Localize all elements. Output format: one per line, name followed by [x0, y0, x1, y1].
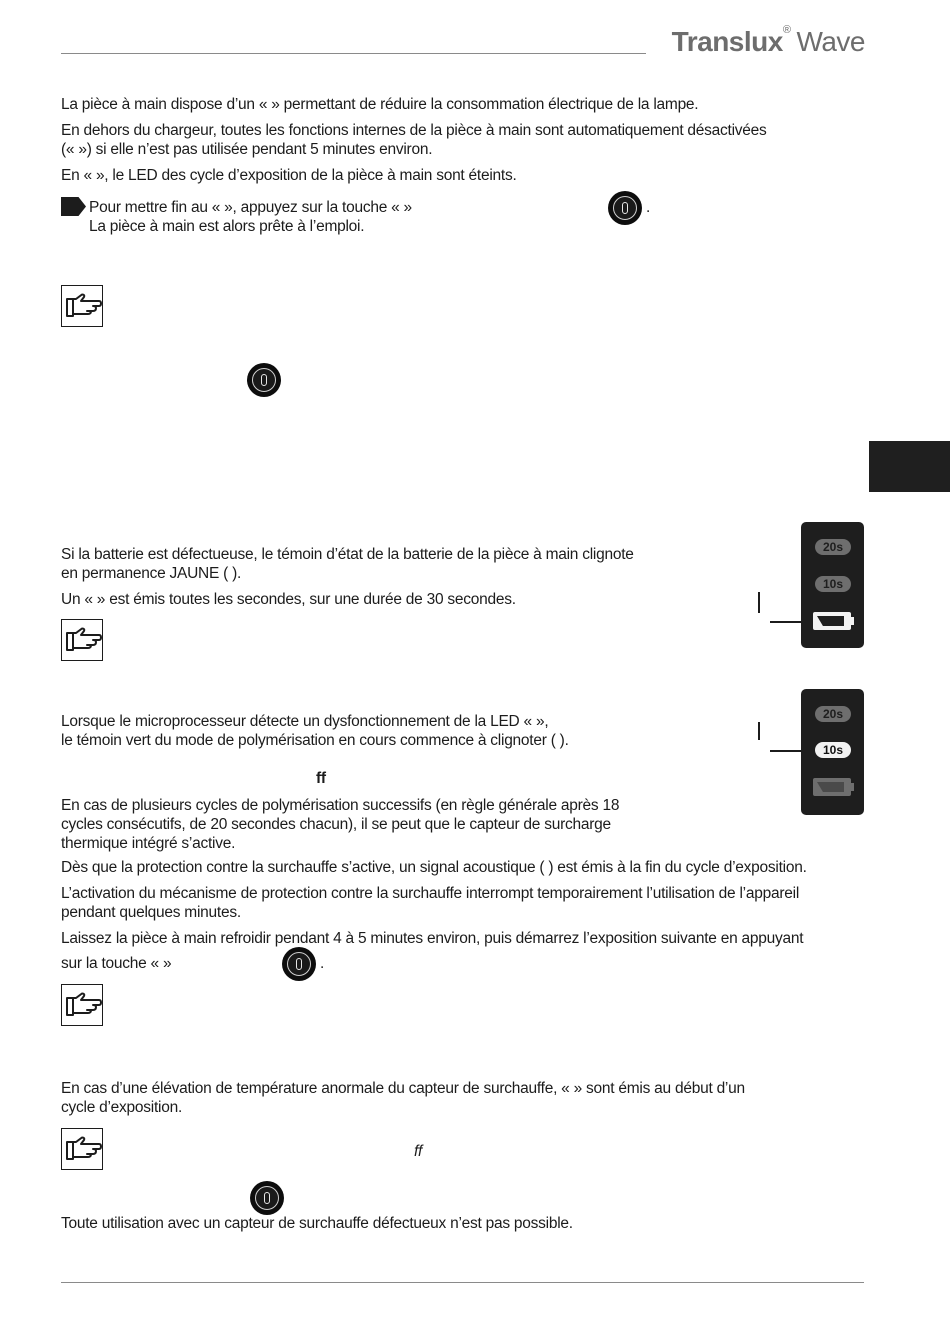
battery-icon [813, 612, 851, 630]
micro-1: Lorsque le microprocesseur détecte un dysfonctionnement de la LED « », [61, 713, 549, 730]
power-button-icon [250, 1181, 284, 1215]
step-ready: La pièce à main est alors prête à l’emploi. [89, 218, 365, 235]
micro-2: le témoin vert du mode de polymérisation en cours commence à clignoter ( ). [61, 732, 569, 749]
header-rule [61, 53, 646, 54]
ligature-ff: ff [414, 1143, 423, 1160]
temp-sensor-1: En cas d’une élévation de température anormale du capteur de surchauffe, « » sont émis au début d’un [61, 1080, 745, 1097]
overheat-signal: Dès que la protection contre la surchauffe s’active, un signal acoustique ( ) est émis à la fin du cycle d’exposition. [61, 859, 807, 876]
overheat-3: thermique intégré s’active. [61, 835, 236, 852]
battery-defect-2: en permanence JAUNE ( ). [61, 565, 242, 582]
temp-sensor-2: cycle d’exposition. [61, 1099, 183, 1116]
last-sentence: Toute utilisation avec un capteur de surchauffe défectueux n’est pas possible. [61, 1215, 573, 1232]
battery-beep: Un « » est émis toutes les secondes, sur une durée de 30 secondes. [61, 591, 516, 608]
brand-logo: Translux® Wave [671, 24, 865, 57]
step-end-standby: Pour mettre fin au « », appuyez sur la touche « » [89, 199, 412, 216]
overheat-interrupt-2: pendant quelques minutes. [61, 904, 241, 921]
led-panel-battery [801, 522, 864, 648]
leader-mark [758, 722, 760, 740]
hand-note-icon [61, 1128, 103, 1170]
hand-note-icon [61, 984, 103, 1026]
chip-10s: 10s [815, 576, 851, 592]
battery-icon [813, 778, 851, 796]
ligature-ff: ff [316, 770, 326, 787]
leader-mark [758, 592, 760, 613]
chip-10s: 10s [815, 742, 851, 758]
power-button-icon [608, 191, 642, 225]
footer-rule [61, 1282, 864, 1283]
overheat-interrupt-1: L’activation du mécanisme de protection contre la surchauffe interrompt temporairement l’utilisation de l’appareil [61, 885, 800, 902]
hand-note-icon [61, 619, 103, 661]
paragraph-auto-off-1: En dehors du chargeur, toutes les fonctions internes de la pièce à main sont automatiquement désactivées [61, 122, 767, 139]
overheat-cool-2: sur la touche « » [61, 955, 172, 972]
arrow-step-icon [61, 197, 86, 216]
paragraph-auto-off-2: (« ») si elle n’est pas utilisée pendant 5 minutes environ. [61, 141, 433, 158]
power-button-icon [247, 363, 281, 397]
paragraph-led-off: En « », le LED des cycle d’exposition de la pièce à main sont éteints. [61, 167, 517, 184]
power-button-icon [282, 947, 316, 981]
paragraph-standby: La pièce à main dispose d’un « » permettant de réduire la consommation électrique de la lampe. [61, 96, 699, 113]
overheat-cool-end: . [320, 955, 325, 972]
overheat-cool-1: Laissez la pièce à main refroidir pendant 4 à 5 minutes environ, puis démarrez l’exposition suivante en appuyant [61, 930, 804, 947]
chip-20s: 20s [815, 706, 851, 722]
step-end-period: . [646, 199, 651, 216]
led-panel-10s [801, 689, 864, 815]
overheat-2: cycles consécutifs, de 20 secondes chacun), il se peut que le capteur de surcharge [61, 816, 611, 833]
chip-20s: 20s [815, 539, 851, 555]
overheat-1: En cas de plusieurs cycles de polymérisation successifs (en règle générale après 18 [61, 797, 620, 814]
battery-defect-1: Si la batterie est défectueuse, le témoin d’état de la batterie de la pièce à main clignote [61, 546, 634, 563]
hand-note-icon [61, 285, 103, 327]
section-tab [869, 441, 950, 492]
